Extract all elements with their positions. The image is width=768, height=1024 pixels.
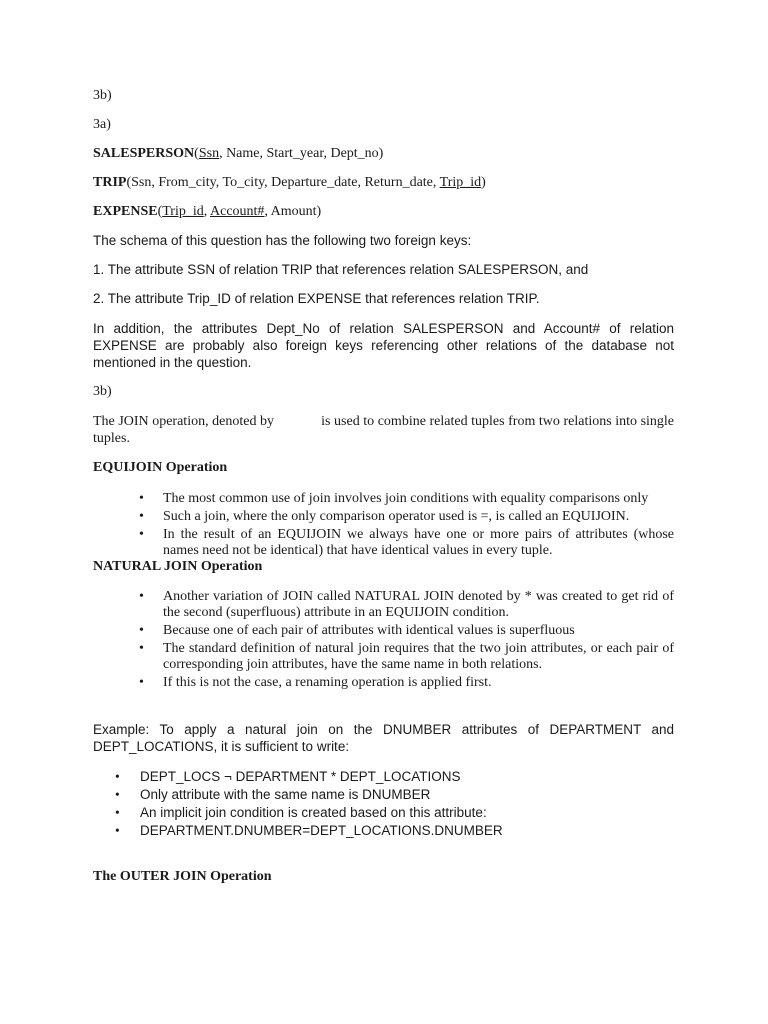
trip-close: ) [481,175,486,190]
outer-join-heading-text: The OUTER JOIN Operation [93,869,272,884]
bullet-icon: • [139,527,144,542]
list-item-text: In the result of an EQUIJOIN we always have one or more pairs of attributes (whose names need not be identical) that have identical values in every tuple. [163,527,674,558]
join-intro [93,413,674,447]
trip-attrs: (Ssn, From_city, To_city, Departure_date, Return_date, [126,175,440,190]
list-item [93,675,674,691]
trip-key: Trip_id [439,175,482,190]
natural-list [93,589,674,691]
example-text: Example: To apply a natural join on the DNUMBER attributes of DEPARTMENT and DEPT_LOCATIONS, it is sufficient to write: [93,722,674,754]
list-item [93,589,674,621]
outer-join-heading [93,869,674,885]
list-item [93,822,674,840]
salesperson-attrs: , Name, Start_year, Dept_no) [219,146,384,161]
expense-name: EXPENSE [93,204,158,219]
list-item-text: The most common use of join involves join conditions with equality comparisons only [163,491,649,506]
bullet-icon: • [115,823,120,838]
list-item-text: The standard definition of natural join requires that the two join attributes, or each pair of corresponding join attributes, have the same name in both relations. [163,641,674,672]
join-intro-start: The JOIN operation, denoted by [93,414,275,429]
natural-heading [93,559,674,575]
bullet-icon: • [115,769,120,784]
list-item [93,623,674,639]
equijoin-list [93,491,674,559]
bullet-icon: • [139,589,144,604]
list-item-text: Only attribute with the same name is DNUMBER [140,787,431,802]
list-item [93,786,674,804]
list-item-text: Another variation of JOIN called NATURAL JOIN denoted by * was created to get rid of the second (superfluous) attribute in an EQUIJOIN condition. [163,589,674,620]
label-3b-top: 3b) [93,88,112,103]
expense-sep: , [203,204,210,219]
bullet-icon: • [139,675,144,690]
list-item-text: DEPARTMENT.DNUMBER=DEPT_LOCATIONS.DNUMBER [140,823,503,838]
bullet-icon: • [139,623,144,638]
example-list [93,768,674,840]
natural-heading-text: NATURAL JOIN Operation [93,559,263,574]
fk-item-2: 2. The attribute Trip_ID of relation EXPENSE that references relation TRIP. [93,291,540,306]
join-intro-end: is used to combine related tuples from two relations into single tuples. [93,414,675,446]
list-item-text: DEPT_LOCS ¬ DEPARTMENT * DEPT_LOCATIONS [140,769,461,784]
bullet-icon: • [115,805,120,820]
list-item [93,527,674,559]
list-item [93,768,674,786]
bullet-icon: • [115,787,120,802]
schema-salesperson [93,146,674,162]
schema-trip [93,175,674,191]
bullet-icon: • [139,641,144,656]
list-item [93,641,674,673]
label-3b-mid: 3b) [93,384,112,399]
expense-key-account: Account# [210,204,265,219]
label-3a: 3a) [93,117,111,132]
document-page [93,84,674,885]
expense-key-trip: Trip_id [162,204,204,219]
list-item-text: An implicit join condition is created based on this attribute: [140,805,487,820]
bullet-icon: • [139,509,144,524]
list-item-text: Because one of each pair of attributes with identical values is superfluous [163,623,575,638]
salesperson-name: SALESPERSON [93,146,195,161]
equijoin-heading [93,460,674,476]
trip-name: TRIP [93,175,127,190]
salesperson-open: ( [194,146,199,161]
list-item [93,491,674,507]
fk-intro: The schema of this question has the following two foreign keys: [93,233,472,248]
equijoin-heading-text: EQUIJOIN Operation [93,460,228,475]
salesperson-key: Ssn [198,146,220,161]
schema-expense [93,204,674,220]
bullet-icon: • [139,491,144,506]
list-item [93,804,674,822]
fk-item-1: 1. The attribute SSN of relation TRIP that references relation SALESPERSON, and [93,262,589,277]
list-item [93,509,674,525]
list-item-text: Such a join, where the only comparison operator used is =, is called an EQUIJOIN. [163,509,630,524]
expense-open: ( [157,204,163,219]
fk-addition: In addition, the attributes Dept_No of relation SALESPERSON and Account# of relation EXPENSE are probably also foreign keys referencing other relations of the database not mentioned in the question. [93,321,674,370]
list-item-text: If this is not the case, a renaming operation is applied first. [163,675,492,690]
expense-attrs: , Amount) [264,204,322,219]
